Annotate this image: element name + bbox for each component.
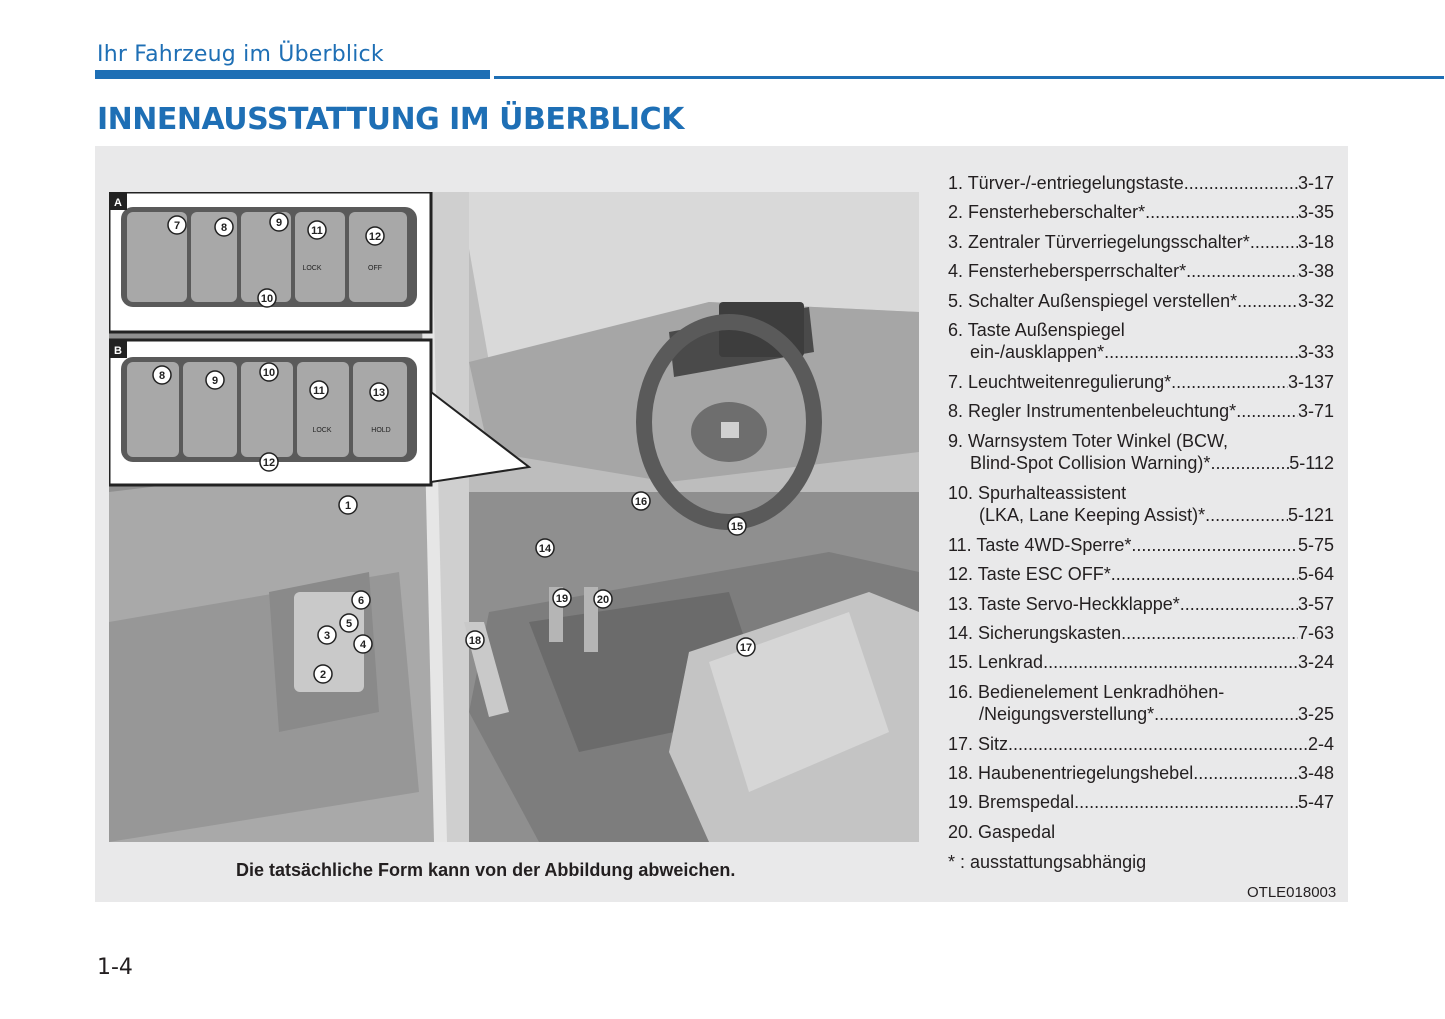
callout-16 (632, 492, 650, 510)
callout-17 (737, 638, 755, 656)
page-number: 1-4 (97, 955, 133, 980)
legend-item (948, 762, 1334, 791)
header-rule-thin (494, 76, 1444, 79)
callout-8 (153, 366, 171, 384)
callout-13 (370, 383, 388, 401)
leader-dots (1145, 201, 1298, 223)
svg-text:8: 8 (158, 370, 166, 382)
legend-item-page: 3-18 (1297, 231, 1334, 252)
svg-text:19: 19 (555, 593, 569, 605)
callout-12 (260, 453, 278, 471)
leader-dots (1184, 172, 1298, 194)
callout-9 (206, 371, 224, 389)
svg-text:17: 17 (739, 642, 753, 654)
legend-item-page: 3-137 (1287, 371, 1334, 392)
leader-dots (1205, 504, 1288, 526)
legend-item-continuation: /Neigungsverstellung* (979, 703, 1155, 724)
legend-item-text: 2. Fensterheberschalter* (948, 202, 1146, 223)
leader-dots (1104, 341, 1298, 363)
legend-list (948, 172, 1334, 850)
callout-11 (310, 381, 328, 399)
lock-label-b: LOCK (312, 427, 332, 434)
legend-item (948, 260, 1334, 289)
legend-item-page: 5-112 (1289, 452, 1334, 473)
svg-text:10: 10 (260, 293, 274, 305)
callout-10 (260, 363, 278, 381)
legend-item-page: 5-121 (1287, 504, 1334, 525)
legend-item-page: 3-24 (1297, 652, 1334, 673)
leader-dots (1043, 651, 1298, 673)
svg-text:15: 15 (730, 521, 744, 533)
callout-15 (728, 517, 746, 535)
callout-4 (354, 635, 372, 653)
legend-item (948, 371, 1334, 400)
legend-item (948, 172, 1334, 201)
page-heading: INNENAUSSTATTUNG IM ÜBERBLICK (97, 102, 684, 137)
svg-text:4: 4 (359, 639, 367, 651)
legend-item-page: 2-4 (1307, 733, 1334, 754)
legend-item-page: 5-64 (1297, 564, 1334, 585)
interior-drawing (109, 192, 919, 842)
leader-dots (1237, 290, 1298, 312)
legend-item (948, 791, 1334, 820)
legend-item-page: 3-32 (1297, 290, 1334, 311)
legend-item (948, 593, 1334, 622)
legend-item-text: 15. Lenkrad (948, 652, 1044, 673)
inset-b (109, 340, 431, 485)
legend-item-text: 7. Leuchtweitenregulierung* (948, 371, 1172, 392)
leader-dots (1193, 762, 1298, 784)
legend-item-page: 3-48 (1297, 763, 1334, 784)
svg-text:2: 2 (319, 669, 327, 681)
off-label: OFF (368, 265, 382, 272)
callout-14 (536, 539, 554, 557)
leader-dots (1250, 231, 1298, 253)
legend-item-text: 4. Fensterhebersperrschalter* (948, 261, 1187, 282)
legend-item-text: 19. Bremspedal (948, 792, 1075, 813)
legend-item-page: 3-38 (1297, 261, 1334, 282)
legend-item-text: 12. Taste ESC OFF* (948, 564, 1111, 585)
svg-text:16: 16 (634, 496, 648, 508)
svg-text:20: 20 (596, 594, 610, 606)
legend-item-text: 17. Sitz (948, 733, 1009, 754)
svg-text:12: 12 (262, 457, 276, 469)
svg-text:11: 11 (313, 385, 325, 397)
callout-9 (270, 213, 288, 231)
legend-item-page: 3-17 (1297, 173, 1334, 193)
legend-item-text: 14. Sicherungskasten (948, 622, 1122, 643)
legend-item-text: 18. Haubenentriegelungshebel (948, 763, 1194, 784)
lock-label: LOCK (302, 265, 322, 272)
leader-dots (1180, 593, 1298, 615)
callout-18 (466, 631, 484, 649)
leader-dots (1186, 260, 1298, 282)
legend-item-page: 5-47 (1297, 792, 1334, 813)
callout-8 (215, 218, 233, 236)
callout-19 (553, 589, 571, 607)
legend-item (948, 733, 1334, 762)
legend-item (948, 201, 1334, 230)
leader-dots (1008, 733, 1308, 755)
legend-item-text: 3. Zentraler Türverriegelungsschalter* (948, 231, 1250, 252)
hold-label: HOLD (371, 427, 391, 434)
callout-7 (168, 216, 186, 234)
legend-item (948, 651, 1334, 680)
legend-item (948, 430, 1334, 482)
svg-text:18: 18 (468, 635, 482, 647)
legend-item (948, 534, 1334, 563)
svg-text:10: 10 (262, 367, 276, 379)
callout-6 (352, 591, 370, 609)
legend-item (948, 290, 1334, 319)
svg-text:1: 1 (344, 500, 352, 512)
svg-text:11: 11 (311, 225, 323, 237)
leader-dots (1236, 400, 1298, 422)
header-rule-thick (95, 70, 490, 79)
leader-dots (1074, 791, 1298, 813)
inset-a (109, 192, 431, 332)
legend-item-text: 11. Taste 4WD-Sperre* (948, 534, 1132, 555)
legend-item (948, 319, 1334, 371)
svg-text:8: 8 (220, 222, 228, 234)
callout-2 (314, 665, 332, 683)
legend-item-text: 6. Taste Außenspiegel (948, 319, 1125, 340)
callout-10 (258, 289, 276, 307)
legend-item-continuation: ein-/ausklappen* (970, 341, 1105, 362)
svg-text:13: 13 (372, 387, 386, 399)
section-title: Ihr Fahrzeug im Überblick (97, 42, 384, 67)
legend-item (948, 482, 1334, 534)
svg-text:9: 9 (211, 375, 219, 387)
callout-3 (318, 626, 336, 644)
callout-11 (308, 221, 326, 239)
inset-b-label: B (114, 345, 122, 357)
interior-illustration (109, 192, 919, 842)
leader-dots (1131, 534, 1298, 556)
legend-item-page: 3-25 (1297, 703, 1334, 724)
callout-5 (340, 614, 358, 632)
legend-item-continuation: (LKA, Lane Keeping Assist)* (979, 504, 1206, 525)
callout-1 (339, 496, 357, 514)
leader-dots (1210, 452, 1289, 474)
legend-item-page: 7-63 (1297, 622, 1334, 643)
figure-code: OTLE018003 (1247, 884, 1337, 901)
legend-item-text: 13. Taste Servo-Heckklappe* (948, 593, 1180, 614)
illustration-caption: Die tatsächliche Form kann von der Abbildung abweichen. (236, 860, 736, 880)
legend-item-continuation: Blind-Spot Collision Warning)* (970, 452, 1211, 473)
footnote: * : ausstattungsabhängig (948, 852, 1147, 872)
legend-item-page: 3-71 (1297, 401, 1334, 422)
svg-text:9: 9 (275, 217, 283, 229)
legend-item-page: 3-35 (1297, 202, 1334, 223)
legend-item-text: 1. Türver-/-entriegelungstaste (948, 173, 1184, 193)
legend-item-text: 16. Bedienelement Lenkradhöhen- (948, 681, 1225, 702)
legend-item (948, 231, 1334, 260)
legend-item (948, 622, 1334, 651)
legend-item (948, 400, 1334, 429)
legend-item-text: 20. Gaspedal (948, 821, 1056, 842)
svg-text:12: 12 (368, 231, 382, 243)
svg-text:5: 5 (345, 618, 353, 630)
legend-item-page: 3-57 (1297, 593, 1334, 614)
legend-item-text: 9. Warnsystem Toter Winkel (BCW, (948, 430, 1229, 451)
inset-a-label: A (114, 197, 122, 209)
svg-text:3: 3 (323, 630, 331, 642)
legend-item (948, 821, 1334, 850)
callout-12 (366, 227, 384, 245)
legend-item-text: 5. Schalter Außenspiegel verstellen* (948, 290, 1238, 311)
legend-item (948, 563, 1334, 592)
svg-text:14: 14 (538, 543, 552, 555)
leader-dots (1121, 622, 1298, 644)
leader-dots (1171, 371, 1288, 393)
legend-item-page: 3-33 (1297, 341, 1334, 362)
leader-dots (1154, 703, 1298, 725)
legend-item-page: 5-75 (1297, 534, 1334, 555)
callout-20 (594, 590, 612, 608)
svg-text:6: 6 (357, 595, 365, 607)
svg-text:7: 7 (173, 220, 181, 232)
legend-item-text: 10. Spurhalteassistent (948, 482, 1127, 503)
legend-item-text: 8. Regler Instrumentenbeleuchtung* (948, 401, 1237, 422)
leader-dots (1111, 563, 1298, 585)
legend-item (948, 681, 1334, 733)
